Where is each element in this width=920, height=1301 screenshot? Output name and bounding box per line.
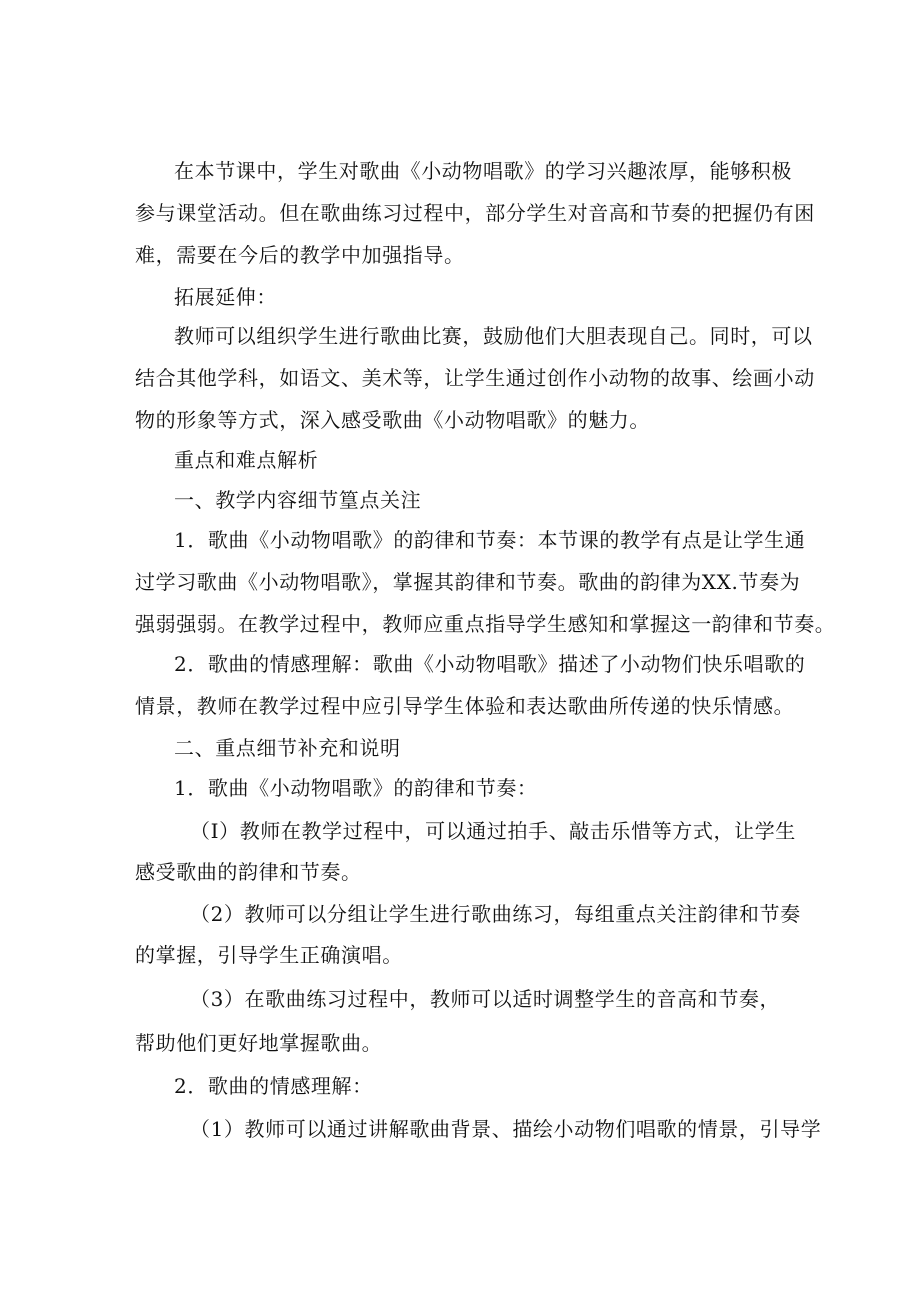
text-line: （2）教师可以分组让学生进行歌曲练习，每组重点关注韵律和节奏	[190, 902, 801, 926]
section-heading: 拓展延伸：	[174, 285, 277, 309]
text-line: 参与课堂活动。但在歌曲练习过程中，部分学生对音高和节奏的把握仍有困	[135, 201, 815, 225]
text-line: 情景，教师在教学过程中应引导学生体验和表达歌曲所传递的快乐情感。	[135, 694, 795, 718]
text-line: 过学习歌曲《小动物唱歌》，掌握其韵律和节奏。歌曲的韵律为XX.节奏为	[135, 570, 801, 594]
text-line: （1）教师可以通过讲解歌曲背景、描绘小动物们唱歌的情景，引导学	[190, 1117, 822, 1141]
section-heading: 一、教学内容细节篁点关注	[174, 488, 422, 512]
text-line: 难，需要在今后的教学中加强指导。	[135, 243, 465, 267]
text-line: 1．歌曲《小动物唱歌》的韵律和节奏：	[174, 776, 538, 800]
text-line: 结合其他学科，如语文、美术等，让学生通过创作小动物的故事、绘画小动	[135, 366, 815, 390]
text-line: 帮助他们更好地掌握歌曲。	[135, 1031, 383, 1055]
text-line: （3）在歌曲练习过程中，教师可以适时调整学生的音高和节奏，	[190, 987, 781, 1011]
section-heading: 二、重点细节补充和说明	[174, 736, 401, 760]
text-line: 1．歌曲《小动物唱歌》的韵律和节奏：本节课的教学有点是让学生通	[174, 528, 806, 552]
text-line: 教师可以组织学生进行歌曲比赛，鼓励他们大胆表现自己。同时，可以	[174, 324, 813, 348]
text-line: 2．歌曲的情感理解：	[174, 1074, 373, 1098]
text-line: 的掌握，引导学生正确演唱。	[135, 943, 403, 967]
text-line: 在本节课中，学生对歌曲《小动物唱歌》的学习兴趣浓厚，能够积极	[174, 159, 792, 183]
text-line: 2．歌曲的情感理解：歌曲《小动物唱歌》描述了小动物们快乐唱歌的	[174, 652, 806, 676]
text-line: 感受歌曲的韵律和节奏。	[135, 860, 362, 884]
section-heading: 重点和难点解析	[174, 448, 319, 472]
text-line: （I）教师在教学过程中，可以通过拍手、敲击乐惜等方式，让学生	[190, 819, 796, 843]
text-line: 强弱强弱。在教学过程中，教师应重点指导学生感知和掌握这一韵律和节奏。	[135, 612, 836, 636]
text-line: 物的形象等方式，深入感受歌曲《小动物唱歌》的魅力。	[135, 408, 650, 432]
